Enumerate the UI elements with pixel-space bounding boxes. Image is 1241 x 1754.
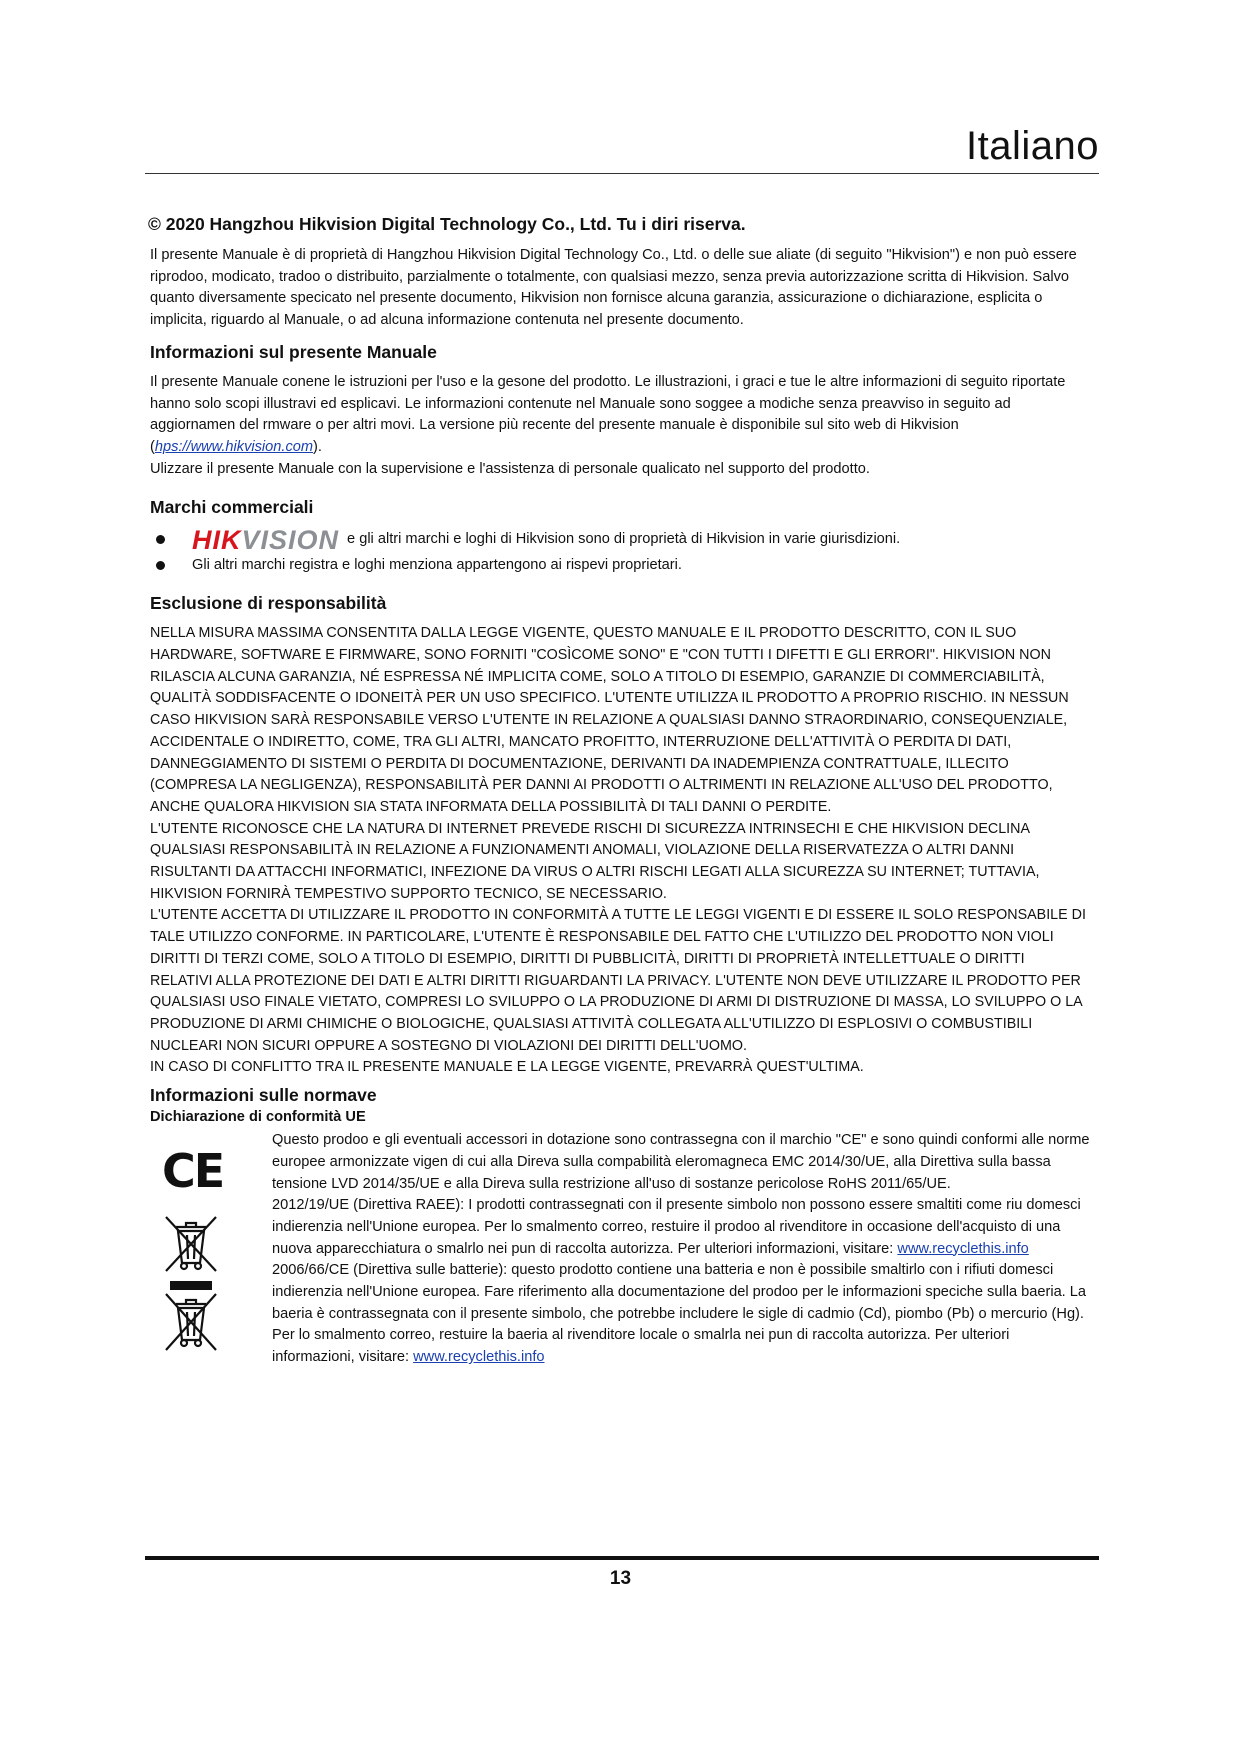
manual-text-end: ). bbox=[313, 438, 322, 455]
header-language-title: Italiano bbox=[966, 124, 1099, 168]
regulatory-heading: Informazioni sulle normave bbox=[150, 1085, 377, 1106]
list-item bbox=[150, 525, 1090, 556]
manual-paragraph-2: Ulizzare il presente Manuale con la supervisione e l'assistenza di personale qualicato nel supporto del prodotto. bbox=[150, 460, 870, 477]
manual-paragraph bbox=[150, 372, 1090, 459]
weee-text: 2012/19/UE (Direttiva RAEE): I prodotti contrassegnati con il presente simbolo non possono essere smaltiti come riu domesci indierenzia nell'Unione europea. Per lo smalmento correo, restuire il prodoo al rivenditore in occasione dell'acquisto di una nuova apparecchiatura o smalrlo nei pun di raccolta autorizza. Per ulteriori informazioni, visitare: www.recyclethis.info bbox=[272, 1197, 1081, 1257]
page-number: 13 bbox=[609, 1568, 632, 1589]
weee-block bbox=[150, 1195, 1090, 1260]
ce-block bbox=[150, 1130, 1090, 1199]
hikvision-logo: HIKVISION bbox=[192, 525, 340, 556]
list-item bbox=[150, 553, 1090, 579]
manual-heading: Informazioni sul presente Manuale bbox=[150, 341, 437, 362]
disclaimer-paragraph-2: L'UTENTE RICONOSCE CHE LA NATURA DI INTERNET PREVEDE RISCHI DI SICUREZZA INTRINSECHI E CHE HIKVISION DECLINA QUALSIASI RESPONSABILITÀ IN RELAZIONE A FUNZIONAMENTI ANOMALI, VIOLAZIONE DELLA RISERVATEZZA O ALTRI DANNI RISULTANTI DA ATTACCHI INFORMATICI, INFEZIONE DA VIRUS O ALTRI RISCHI LEGATI ALLA SICUREZZA SU INTERNET; TUTTAVIA, HIKVISION FORNIRÀ TEMPESTIVO SUPPORTO TECNICO, SE NECESSARIO. bbox=[150, 820, 1040, 902]
ce-mark-icon: CE bbox=[162, 1144, 224, 1199]
battery-block bbox=[150, 1260, 1090, 1369]
hikvision-website-link[interactable]: hps://www.hikvision.com bbox=[154, 438, 314, 455]
trademarks-list bbox=[150, 527, 1090, 579]
page-content bbox=[150, 214, 1090, 1369]
disclaimer-heading: Esclusione di responsabilità bbox=[150, 593, 387, 614]
disclaimer-paragraph-1: NELLA MISURA MASSIMA CONSENTITA DALLA LEGGE VIGENTE, QUESTO MANUALE E IL PRODOTTO DESCRITTO, CON IL SUO HARDWARE, SOFTWARE E FIRMWARE, SONO FORNITI "COSÌCOME SONO" E "CON TUTTI I DIFETTI E GLI ERRORI". HIKVISION NON RILASCIA ALCUNA GARANZIA, NÉ ESPRESSA NÉ IMPLICITA COME, SOLO A TITOLO DI ESEMPIO, GARANZIE DI COMMERCIABILITÀ, QUALITÀ SODDISFACENTE O IDONEITÀ PER UN USO SPECIFICO. L'UTENTE UTILIZZA IL PRODOTTO A PROPRIO RISCHIO. IN NESSUN CASO HIKVISION SARÀ RESPONSABILE VERSO L'UTENTE IN RELAZIONE A QUALSIASI DANNO STRAORDINARIO, CONSEQUENZIALE, ACCIDENTALE O INDIRETTO, COME, TRA GLI ALTRI, MANCATO PROFITTO, INTERRUZIONE DELL'ATTIVITÀ O PERDITA DI DATI, DANNEGGIAMENTO DI SISTEMI O PERDITA DI DOCUMENTAZIONE, DERIVANTI DA INADEMPIENZA CONTRATTUALE, ILLECITO (COMPRESA LA NEGLIGENZA), RESPONSABILITÀ PER DANNI AI PRODOTTI O ALTRIMENTI IN RELAZIONE ALL'USO DEL PRODOTTO, ANCHE QUALORA HIKVISION SIA STATA INFORMATA DELLA POSSIBILITÀ DI TALI DANNI O PERDITE. bbox=[150, 625, 1069, 815]
bullet-icon bbox=[156, 561, 165, 570]
disclaimer-paragraph-4: IN CASO DI CONFLITTO TRA IL PRESENTE MANUALE E LA LEGGE VIGENTE, PREVARRÀ QUEST'ULTIMA. bbox=[150, 1059, 864, 1076]
disclaimer-paragraph-3: L'UTENTE ACCETTA DI UTILIZZARE IL PRODOTTO IN CONFORMITÀ A TUTTE LE LEGGI VIGENTI E DI ESSERE IL SOLO RESPONSABILE DI TALE UTILIZZO CONFORME. IN PARTICOLARE, L'UTENTE È RESPONSABILE DEL FATTO CHE L'UTILIZZO DEL PRODOTTO NON VIOLI DIRITTI DI TERZI COME, SOLO A TITOLO DI ESEMPIO, DIRITTI DI PUBBLICITÀ, DIRITTI DI PROPRIETÀ INTELLETTUALE O DIRITTI RELATIVI ALLA PROTEZIONE DEI DATI E ALTRI DIRITTI RIGUARDANTI LA PRIVACY. L'UTENTE NON DEVE UTILIZZARE IL PRODOTTO PER QUALSIASI USO FINALE VIETATO, COMPRESI LO SVILUPPO O LA PRODUZIONE DI ARMI DI DISTRUZIONE DI MASSA, LO SVILUPPO O LA PRODUZIONE DI ARMI CHIMICHE O BIOLOGICHE, QUALSIASI ATTIVITÀ COLLEGATA ALL'UTILIZZO DI ESPLOSIVI O COMBUSTIBILI NUCLEARI NON SICURI OPPURE A SOSTEGNO DI VIOLAZIONI DEI DIRITTI DELL'UOMO. bbox=[150, 907, 1086, 1054]
battery-recycle-link[interactable]: www.recyclethis.info bbox=[413, 1349, 545, 1366]
ce-text: Questo prodoo e gli eventuali accessori in dotazione sono contrassegna con il marchio "CE" e sono quindi conformi alle norme europee armonizzate vigen di cui alla Direva sulla compabilità eleromagneca EMC 2014/30/UE, alla Direttiva sulla bassa tensione LVD 2014/35/UE e alla Direva sulla restrizione all'uso di sostanze pericolose RoHS 2011/65/UE. bbox=[272, 1132, 1090, 1192]
footer-divider bbox=[145, 1556, 1099, 1560]
manual-text: Il presente Manuale conene le istruzioni per l'uso e la gesone del prodotto. Le illustrazioni, i graci e tue le altre informazioni di seguito riportate hanno solo scopi illustravi ed esplicavi. Le informazioni contenute nel Manuale sono soggee a modiche senza preavviso in seguito ad aggiornamen del rmware o per altri movi. La versione più recente del presente manuale è disponibile sul sito web di Hikvision ( bbox=[150, 373, 1066, 455]
eu-conformity-subheading: Dichiarazione di conformità UE bbox=[150, 1109, 366, 1126]
header-divider bbox=[145, 173, 1099, 174]
trademark-text-2: Gli altri marchi registra e loghi menziona appartengono ai rispevi proprietari. bbox=[192, 557, 682, 574]
weee-recycle-link[interactable]: www.recyclethis.info bbox=[897, 1240, 1029, 1257]
copyright-line: © 2020 Hangzhou Hikvision Digital Technology Co., Ltd. Tu i diri riserva. bbox=[148, 214, 746, 234]
trademarks-heading: Marchi commerciali bbox=[150, 497, 314, 518]
crossed-bin-icon bbox=[162, 1290, 220, 1354]
battery-text: 2006/66/CE (Direttiva sulle batterie): questo prodotto contiene una batteria e non è possibile smaltirlo con i rifiuti domesci indierenzia nell'Unione europea. Fare riferimento alla documentazione del prodoo per le informazioni speciche sulla baeria. La baeria è contrassegnata con il presente simbolo, che potrebbe includere le sigle di cadmio (Cd), piombo (Pb) o mercurio (Hg). Per lo smalmento correo, restuire la baeria al rivenditore locale o smalrla nei pun di raccolta autorizza. Per ulteriori informazioni, visitare: www.recyclethis.info bbox=[272, 1262, 1087, 1366]
intro-paragraph: Il presente Manuale è di proprietà di Hangzhou Hikvision Digital Technology Co., Ltd. o delle sue aliate (di seguito "Hikvision") e non può essere riprodoo, modicato, tradoo o distribuito, parzialmente o totalmente, con qualsiasi mezzo, senza previa autorizzazione scritta di Hikvision. Salvo quanto diversamente specicato nel presente documento, Hikvision non fornisce alcuna garanzia, assicurazione o dichiarazione, esplicita o implicita, riguardo al Manuale, o ad alcuna informazione contenuta nel presente documento. bbox=[150, 247, 1077, 329]
trademark-text-1: e gli altri marchi e loghi di Hikvision sono di proprietà di Hikvision in varie giurisdizioni. bbox=[347, 531, 901, 548]
bullet-icon bbox=[156, 535, 165, 544]
